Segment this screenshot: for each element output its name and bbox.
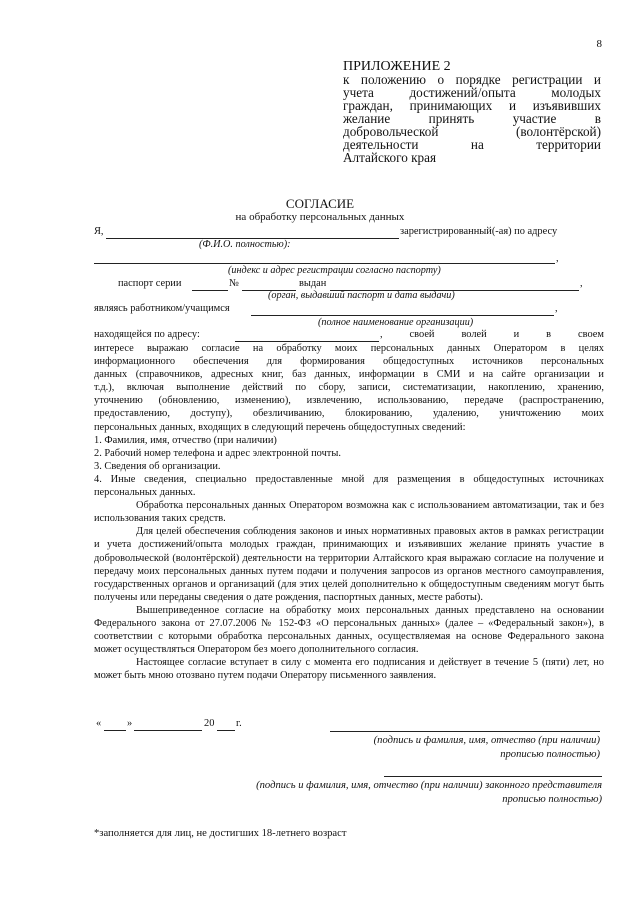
location-label: находящейся по адресу: bbox=[94, 329, 200, 340]
para1-line: уточнению (обновлению, изменению), извлечению, использованию, передаче (распространению, bbox=[94, 395, 604, 407]
signature-caption bbox=[300, 734, 600, 762]
date-year-prefix: 20 bbox=[204, 718, 215, 729]
signature-caption-line: (подпись и фамилия, имя, отчество (при наличии) bbox=[373, 735, 600, 746]
fio-caption: (Ф.И.О. полностью): bbox=[199, 239, 291, 250]
representative-signature-line[interactable] bbox=[384, 776, 602, 777]
location-rest: , своей волей и в своем bbox=[380, 329, 604, 340]
signature-line[interactable] bbox=[330, 731, 600, 732]
paragraph: Обработка персональных данных Оператором возможна как с использованием автоматизации, так и без использования таких средств. bbox=[94, 500, 604, 525]
appendix-line: учета достижений/опыта молодых bbox=[343, 85, 601, 100]
issued-label: выдан bbox=[299, 278, 327, 289]
issuer-caption: (орган, выдавший паспорт и дата выдачи) bbox=[268, 290, 455, 301]
passport-series-label: паспорт серии bbox=[118, 278, 182, 289]
footnote: *заполняется для лиц, не достигших 18-летнего возраст bbox=[94, 828, 347, 839]
para1-line: данных (справочников, адресных книг, баз данных, информации в СМИ и на сайте организации и bbox=[94, 369, 604, 381]
issued-comma: , bbox=[580, 278, 583, 289]
list-item: 4. Иные сведения, специально предоставленные мной для размещения в общедоступных источниках персональных данных. bbox=[94, 473, 604, 499]
ya-label: Я, bbox=[94, 226, 104, 237]
date-year-suffix: г. bbox=[236, 718, 242, 729]
paragraph: Вышеприведенное согласие на обработку моих персональных данных представлено на основании Федерального закона от 27.07.2006 № 152-ФЗ «О персональных данных» (далее – «Федеральный закон»), в соответствии с которыми обработка персональных данных, осуществляемая на основе Федерального закона может осуществляться Оператором без моего дополнительного согласия. bbox=[94, 604, 604, 656]
signature-caption-line: (подпись и фамилия, имя, отчество (при наличии) законного представителя bbox=[256, 780, 602, 791]
address-caption: (индекс и адрес регистрации согласно паспорту) bbox=[228, 265, 441, 276]
paragraph: Настоящее согласие вступает в силу с момента его подписания и действует в течение 5 (пяти) лет, но может быть мною отозвано путем подачи Оператору письменного заявления. bbox=[94, 657, 604, 682]
signature-caption-line: прописью полностью) bbox=[500, 749, 600, 760]
para1-line: интересе выражаю согласие на обработку моих персональных данных Оператором в целях bbox=[94, 343, 604, 354]
address-comma: , bbox=[556, 253, 559, 264]
appendix-line: Алтайского края bbox=[343, 150, 437, 165]
employee-label: являясь работником/учащимся bbox=[94, 303, 230, 314]
appendix-line: граждан, принимающих и изъявивших bbox=[343, 98, 601, 113]
appendix-line: добровольческой (волонтёрской) bbox=[343, 124, 601, 139]
list-item: 2. Рабочий номер телефона и адрес электронной почты. bbox=[94, 447, 341, 459]
number-sign: № bbox=[229, 278, 239, 289]
date-month-line[interactable] bbox=[134, 730, 202, 731]
date-close-quote: » bbox=[127, 718, 133, 729]
document-title: СОГЛАСИЕ bbox=[285, 196, 355, 211]
page-number: 8 bbox=[596, 38, 602, 50]
address-field-line[interactable] bbox=[94, 263, 555, 264]
list-item: 3. Сведения об организации. bbox=[94, 460, 221, 472]
organization-caption: (полное наименование организации) bbox=[318, 317, 474, 328]
list-item: 1. Фамилия, имя, отчество (при наличии) bbox=[94, 434, 277, 446]
appendix-block bbox=[343, 60, 601, 164]
appendix-line: желание принять участие в bbox=[343, 111, 601, 126]
para1-line: персональных данных, входящих в следующий перечень общедоступных сведений: bbox=[94, 421, 466, 433]
date-year-line[interactable] bbox=[217, 730, 235, 731]
organization-line[interactable] bbox=[251, 315, 554, 316]
document-subtitle: на обработку персональных данных bbox=[235, 211, 405, 223]
para1-line: информационного обеспечения для формирования общедоступных источников персональных bbox=[94, 356, 604, 368]
appendix-line: деятельности на территории bbox=[343, 137, 601, 152]
representative-signature-caption bbox=[160, 779, 602, 807]
signature-caption-line: прописью полностью) bbox=[502, 794, 602, 805]
appendix-heading: ПРИЛОЖЕНИЕ 2 bbox=[343, 59, 451, 74]
passport-series-line[interactable] bbox=[192, 290, 228, 291]
employee-comma: , bbox=[555, 303, 558, 314]
para1-line: предоставлению, доступу), обезличиванию, блокированию, удалению, уничтожению моих bbox=[94, 408, 604, 420]
date-open-quote: « bbox=[96, 718, 102, 729]
paragraph: Для целей обеспечения соблюдения законов и иных нормативных правовых актов в рамках регистрации и учета достижений/опыта молодых граждан, принимающих и изъявивших желание принять участие в добровольческой (волонтёрской) деятельности на территории Алтайского края выражаю согласие на получение и передачу моих персональных данных путем подачи и получения запросов из органов местного самоуправления, государственных органов и организаций (для этих целей дополнительно к общедоступным сведениям могут быть получены или переданы сведения о дате рождения, паспортных данных, месте работы). bbox=[94, 526, 604, 603]
date-day-line[interactable] bbox=[104, 730, 126, 731]
consent-body bbox=[94, 342, 604, 682]
appendix-line: к положению о порядке регистрации и bbox=[343, 72, 601, 87]
registered-label: зарегистрированный(-ая) по адресу bbox=[400, 226, 558, 237]
para1-line: т.д.), включая выполнение действий по сбору, записи, систематизации, накоплению, хранению, bbox=[94, 382, 604, 394]
